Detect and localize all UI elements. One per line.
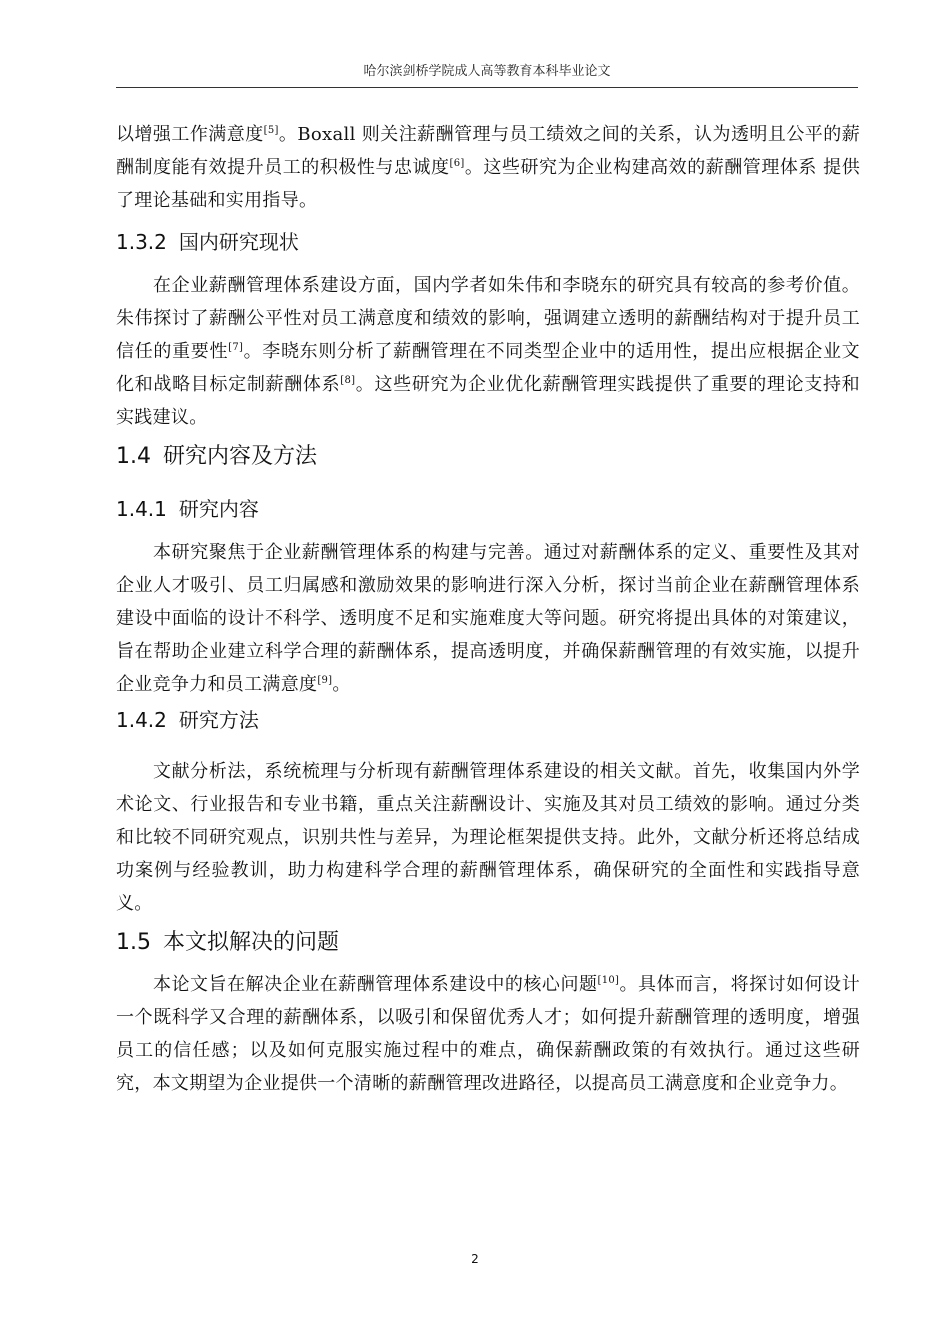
main-content	[116, 118, 860, 1100]
paragraph-text: 在企业薪酬管理体系建设方面，国内学者如朱伟和李晓东的研究具有较高的参考价值。朱伟探讨了薪酬公平性对员工满意度和绩效的影响，强调建立透明的薪酬结构对于提升员工信任的重要性	[116, 275, 860, 362]
section-title: 研究内容及方法	[163, 444, 318, 469]
paragraph-text: 。Boxall 则关注薪酬管理与员工绩效之间的关系，认为透明且公平的薪酬制度能有效提升员工的积极性与忠诚度	[116, 124, 860, 178]
page-header: 哈尔滨剑桥学院成人高等教育本科毕业论文	[363, 64, 611, 79]
section-heading-1-4-1	[116, 494, 860, 524]
header-rule	[116, 87, 858, 88]
section-title: 研究内容	[178, 497, 259, 521]
section-number: 1.4.1	[116, 497, 167, 521]
paragraph-text: 本论文旨在解决企业在薪酬管理体系建设中的核心问题	[153, 974, 598, 995]
paragraph-text: 以增强工作满意度	[116, 124, 264, 145]
section-number: 1.4	[116, 444, 151, 469]
paragraph-text: 。这些研究为企业构建高效的薪酬管理体系 提供了理论基础和实用指导。	[116, 157, 860, 211]
section-number: 1.5	[116, 930, 151, 955]
paragraph-domestic-research	[116, 269, 860, 434]
citation-ref: [7]	[228, 342, 244, 353]
paragraph-text: 文献分析法，系统梳理与分析现有薪酬管理体系建设的相关文献。首先，收集国内外学术论文、行业报告和专业书籍，重点关注薪酬设计、实施及其对员工绩效的影响。通过分类和比较不同研究观点，识别共性与差异，为理论框架提供支持。此外，文献分析还将总结成功案例与经验教训，助力构建科学合理的薪酬管理体系，确保研究的全面性和实践指导意义。	[116, 761, 860, 914]
paragraph-text: 。具体而言，将探讨如何设计一个既科学又合理的薪酬体系，以吸引和保留优秀人才；如何提升薪酬管理的透明度，增强员工的信任感；以及如何克服实施过程中的难点，确保薪酬政策的有效执行。通过这些研究，本文期望为企业提供一个清晰的薪酬管理改进路径，以提高员工满意度和企业竞争力。	[116, 974, 860, 1094]
citation-ref: [5]	[263, 125, 279, 136]
paragraph-text: 。李晓东则分析了薪酬管理在不同类型企业中的适用性，提出应根据企业文化和战略目标定制薪酬体系	[116, 341, 860, 395]
section-number: 1.3.2	[116, 230, 167, 254]
section-heading-1-4	[116, 440, 860, 474]
paragraph-research-content	[116, 536, 860, 701]
paragraph-problems	[116, 968, 860, 1100]
section-number: 1.4.2	[116, 708, 167, 732]
paragraph-research-method	[116, 755, 860, 920]
paragraph-text: 。	[332, 674, 351, 695]
section-heading-1-3-2	[116, 227, 860, 257]
section-heading-1-5	[116, 926, 860, 960]
paragraph-continued	[116, 118, 860, 217]
citation-ref: [6]	[449, 158, 465, 169]
paragraph-text: 。这些研究为企业优化薪酬管理实践提供了重要的理论支持和实践建议。	[116, 374, 860, 428]
page-number: 2	[471, 1252, 479, 1266]
citation-ref: [8]	[340, 375, 356, 386]
section-title: 研究方法	[178, 708, 259, 732]
citation-ref: [10]	[597, 975, 620, 986]
section-heading-1-4-2	[116, 705, 860, 735]
section-title: 国内研究现状	[178, 230, 299, 254]
section-title: 本文拟解决的问题	[163, 930, 340, 955]
citation-ref: [9]	[317, 675, 333, 686]
paragraph-text: 本研究聚焦于企业薪酬管理体系的构建与完善。通过对薪酬体系的定义、重要性及其对企业人才吸引、员工归属感和激励效果的影响进行深入分析，探讨当前企业在薪酬管理体系建设中面临的设计不科学、透明度不足和实施难度大等问题。研究将提出具体的对策建议，旨在帮助企业建立科学合理的薪酬体系，提高透明度，并确保薪酬管理的有效实施，以提升企业竞争力和员工满意度	[116, 542, 860, 695]
